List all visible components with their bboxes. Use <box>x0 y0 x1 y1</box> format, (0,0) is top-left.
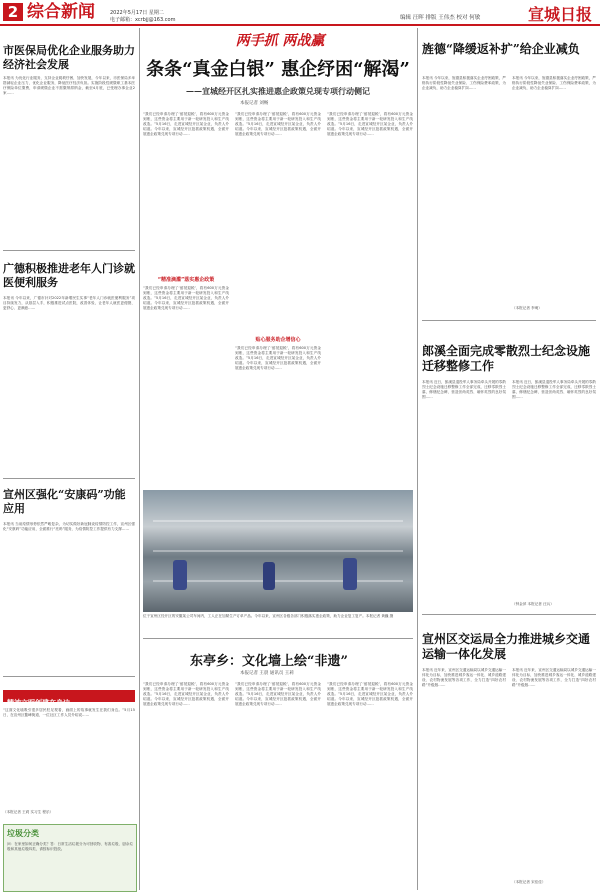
main-body-col2: “我们已经申请办理了‘留抵退税’，将有600万元资金到账，这些资金将主要用于新一轮研发投入和生产线改造。”5月16日，走进宣城经开区某企业，负责人介绍道。今年以来，宣城经开区抢抓政策机遇，全面开展惠企政策兑现专项行动…… <box>235 112 321 136</box>
article-body-langxi-col2: 本报讯 近日，郎溪县退役军人事务局牵头开展的零散烈士纪念设施迁移整修工作全部完成，迁移零散烈士墓，修缮纪念碑，营造崇尚英烈、缅怀英烈的良好氛围…… <box>512 380 596 399</box>
article-title-guangde-elderly: 广德积极推进老年人门诊就医便利服务 <box>3 262 135 289</box>
east-pavilion-body-col2: “我们已经申请办理了‘留抵退税’，将有600万元资金到账，这些资金将主要用于新一轮研发投入和生产线改造。”5月16日，走进宣城经开区某企业，负责人介绍道。今年以来，宣城经开区抢抓政策机遇，全面开展惠企政策兑现专项行动…… <box>235 682 321 706</box>
divider <box>3 676 135 677</box>
divider <box>143 638 413 639</box>
article-body-xuanzhou-health-code: 本报讯 当前疫情形势依然严峻复杂，为切实做好新冠肺炎疫情防控工作，宣州区强化“安康码”功能应用，全面推行“亮码”服务，为疫情防控工作提供有力支撑…… <box>3 522 135 531</box>
column-header-bar <box>3 690 135 707</box>
article-title-medical-insurance: 市医保局优化企业服务助力经济社会发展 <box>3 44 135 71</box>
article-title-jingde: 旌德“降缓返补扩”给企业减负 <box>422 42 580 56</box>
column-divider-left <box>139 28 140 890</box>
article-byline-transport: （本报记者 宋佳佳） <box>512 880 546 884</box>
article-body-langxi-col1: 本报讯 近日，郎溪县退役军人事务局牵头开展的零散烈士纪念设施迁移整修工作全部完成，迁移零散烈士墓，修缮纪念碑，营造崇尚英烈、缅怀英烈的良好氛围…… <box>422 380 506 399</box>
east-pavilion-body-col1: “我们已经申请办理了‘留抵退税’，将有600万元资金到账，这些资金将主要用于新一轮研发投入和生产线改造。”5月16日，走进宣城经开区某企业，负责人介绍道。今年以来，宣城经开区抢抓政策机遇，全面开展惠企政策兑现专项行动…… <box>143 682 229 706</box>
main-headline: 条条“真金白银” 惠企纾困“解渴” <box>146 59 410 80</box>
divider <box>422 614 596 615</box>
main-body-col1b: “我们已经申请办理了‘留抵退税’，将有600万元资金到账，这些资金将主要用于新一轮研发投入和生产线改造。”5月16日，走进宣城经开区某企业，负责人介绍道。今年以来，宣城经开区抢抓政策机遇，全面开展惠企政策兑现专项行动…… <box>143 286 229 310</box>
main-subheadline: ——宣城经开区扎实推进惠企政策兑现专项行动侧记 <box>186 86 370 96</box>
article-title-xuanzhou-health-code: 宣州区强化“安康码”功能应用 <box>3 488 126 515</box>
article-byline-langxi: （钟金萍 本报记者 汪兵） <box>512 602 554 606</box>
page-number: 2 <box>3 3 23 21</box>
main-subhead-policy: “精准滴灌”落实惠企政策 <box>157 277 215 283</box>
main-subhead-service: 贴心服务助企增信心 <box>255 337 301 343</box>
divider <box>3 478 135 479</box>
article-body-civilization: “这面文化墙吸引很多居民驻足观看，画面上的故事就发生在我们身边。”5月15日，在宣州区鳌峰街道，一位社区工作人员介绍说…… <box>3 708 135 717</box>
issue-date: 2022年5月17日 星期二 <box>110 10 164 16</box>
east-pavilion-body-col3: “我们已经申请办理了‘留抵退税’，将有600万元资金到账，这些资金将主要用于新一轮研发投入和生产线改造。”5月16日，走进宣城经开区某企业，负责人介绍道。今年以来，宣城经开区抢抓政策机遇，全面开展惠企政策兑现专项行动…… <box>327 682 413 706</box>
ad-title: 垃圾分类 <box>7 829 39 838</box>
article-byline-jingde: （本报记者 李萌） <box>512 306 542 310</box>
ad-text: 问：在家里如何正确分类？答：日常生活垃圾分为可回收物、有害垃圾、厨余垃圾和其他垃圾四类，请按标识投放。 <box>7 842 133 851</box>
article-body-jingde-col1: 本报讯 今年以来，旌德县积极落实企业纾困政策，严格执行阶段性降低失业保险、工伤保险费率政策，为企业减负，助力企业稳岗扩岗…… <box>422 76 506 90</box>
newspaper-logo: 宣城日报 <box>528 5 593 24</box>
masthead <box>0 0 600 26</box>
campaign-banner: 两手抓 两战赢 <box>235 33 325 49</box>
factory-photo <box>143 490 413 612</box>
divider <box>422 320 596 321</box>
article-title-xuanzhou-transport: 宣州区交运局全力推进城乡交通运输一体化发展 <box>422 632 591 661</box>
main-byline: 本报记者 刘畅 <box>240 101 269 106</box>
article-body-guangde-elderly: 本报讯 今年以来，广德市针对2022年新增民生实事“老年人门诊就医便利服务”项目持续发力，从基层入手，积极推进试点医院，改善体验，让老年人就医更便捷、更舒心、更满意…… <box>3 296 135 310</box>
divider <box>3 250 135 251</box>
photo-caption: 位于宣州区经开区的安徽某公司车间内，工人正在加紧生产订单产品。今年以来，宣州区各级各部门积极落实惠企政策，助力企业复工复产。本报记者 黄巍 摄 <box>143 614 394 618</box>
east-pavilion-byline: 本报记者 王晨 通讯员 王莉 <box>240 671 294 676</box>
east-pavilion-headline: 东亭乡：文化墙上绘“非遗” <box>190 654 348 669</box>
main-body-col3: “我们已经申请办理了‘留抵退税’，将有600万元资金到账，这些资金将主要用于新一轮研发投入和生产线改造。”5月16日，走进宣城经开区某企业，负责人介绍道。今年以来，宣城经开区抢抓政策机遇，全面开展惠企政策兑现专项行动…… <box>327 112 413 136</box>
article-body-transport-col1: 本报讯 近年来，宣州区交通运输局以城乡交通运输一体化为目标，加快推进城乡客运一体化、城乡道路建设、农村物流发展等各项工作，全力打造“四好农村路”升级版…… <box>422 668 506 687</box>
main-body-col2b: “我们已经申请办理了‘留抵退税’，将有600万元资金到账，这些资金将主要用于新一轮研发投入和生产线改造。”5月16日，走进宣城经开区某企业，负责人介绍道。今年以来，宣城经开区抢抓政策机遇，全面开展惠企政策兑现专项行动…… <box>235 346 321 370</box>
article-body-jingde-col2: 本报讯 今年以来，旌德县积极落实企业纾困政策，严格执行阶段性降低失业保险、工伤保险费率政策，为企业减负，助力企业稳岗扩岗…… <box>512 76 596 90</box>
article-title-langxi: 郎溪全面完成零散烈士纪念设施迁移整修工作 <box>422 344 591 373</box>
article-byline-civilization: （本报记者 王莉 实习生 程乐） <box>3 810 54 814</box>
article-body-transport-col2: 本报讯 近年来，宣州区交通运输局以城乡交通运输一体化为目标，加快推进城乡客运一体化、城乡道路建设、农村物流发展等各项工作，全力打造“四好农村路”升级版…… <box>512 668 596 687</box>
main-body-col1: “我们已经申请办理了‘留抵退税’，将有600万元资金到账，这些资金将主要用于新一轮研发投入和生产线改造。”5月16日，走进宣城经开区某企业，负责人介绍道。今年以来，宣城经开区抢抓政策机遇，全面开展惠企政策兑现专项行动…… <box>143 112 229 136</box>
contact-email: 电子邮箱：xcrbjj@163.com <box>110 17 176 23</box>
column-header-title: 精神文明创建在身边 <box>7 699 70 707</box>
section-name: 综合新闻 <box>27 2 95 22</box>
garbage-sorting-ad <box>3 824 137 892</box>
article-body-medical-insurance: 本报讯 为优化行业服务，支持企业爬坡纾困，加快发展，今年以来，市医保局多举措减轻企业压力，优化企业服务，降低医疗经济负担。实施阶段性缓缴职工基本医疗保险单位缴费，申请缓缴企业不需缴纳滞纳金，截至4月底，已受理办事企业2家…… <box>3 76 135 95</box>
column-divider-right <box>417 28 418 890</box>
editor-credits: 编辑 汪晖 排版 王伟杰 校对 何敏 <box>400 15 481 21</box>
